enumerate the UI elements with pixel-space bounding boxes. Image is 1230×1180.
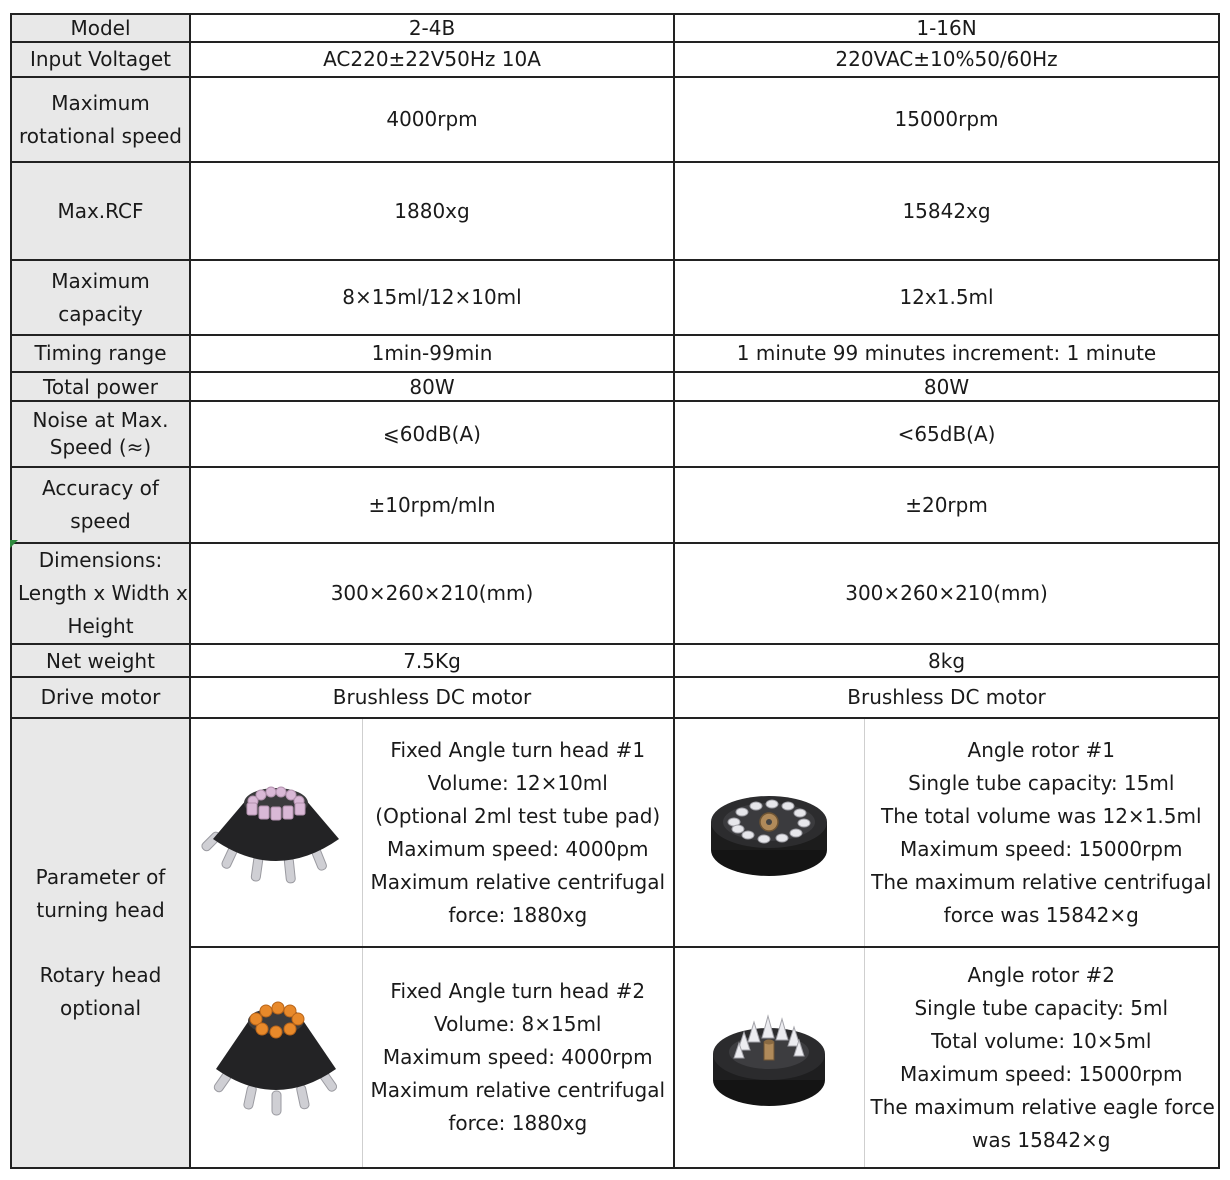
row-label — [11, 42, 190, 77]
table-row — [11, 77, 1219, 162]
rotor-spec-line: Volume: 12×10ml — [427, 770, 608, 795]
rotor-8-tube-orange-icon — [206, 993, 346, 1123]
table-row — [11, 42, 1219, 77]
model-2-value: Brushless DC motor — [674, 677, 1219, 718]
rotor-label-line: Parameter of — [35, 865, 166, 889]
rotor-image-cell — [190, 718, 362, 947]
table-row — [11, 401, 1219, 467]
rotor-spec-line: Maximum speed: 15000rpm — [900, 836, 1183, 861]
table-row — [11, 260, 1219, 335]
model-2-name: 1-16N — [674, 14, 1219, 42]
model-header-label: Model — [11, 14, 190, 42]
rotor-spec-line: Angle rotor #2 — [967, 962, 1115, 987]
rotor-spec-line: Maximum speed: 15000rpm — [900, 1061, 1183, 1086]
row-label-line: Total power — [43, 374, 158, 399]
row-label — [11, 401, 190, 467]
rotor-spec-line: (Optional 2ml test tube pad) — [375, 803, 661, 828]
model-1-value: Brushless DC motor — [190, 677, 674, 718]
rotor-spec-line: Fixed Angle turn head #1 — [390, 737, 646, 762]
model-2-value: 8kg — [674, 644, 1219, 677]
angle-rotor-10-place-icon — [704, 998, 834, 1118]
rotor-label-line: Rotary head — [39, 963, 162, 987]
rotor-section-label — [11, 718, 190, 1168]
model-2-value: ±20rpm — [674, 467, 1219, 543]
row-label — [11, 644, 190, 677]
row-label — [11, 543, 190, 644]
table-row — [11, 677, 1219, 718]
rotor-spec-line: The maximum relative centrifugal — [871, 869, 1212, 894]
row-label — [11, 260, 190, 335]
row-label-line: Timing range — [34, 341, 167, 365]
model-2-value: 1 minute 99 minutes increment: 1 minute — [674, 335, 1219, 372]
row-label-line: rotational speed — [18, 123, 183, 148]
rotor-spec-line: Maximum speed: 4000rpm — [382, 1045, 653, 1069]
row-label-line: Accuracy of — [42, 476, 159, 500]
model-2-value: 220VAC±10%50/60Hz — [674, 42, 1219, 77]
model-1-value: 80W — [190, 372, 674, 401]
row-label-line: Maximum — [51, 90, 150, 115]
rotor-spec-line: Maximum relative centrifugal — [370, 869, 666, 894]
table-row — [11, 372, 1219, 401]
model-2-value: 80W — [674, 372, 1219, 401]
row-label-line: capacity — [58, 301, 143, 326]
row-label-line: Drive motor — [40, 685, 161, 709]
rotor-label-line: turning head — [36, 898, 165, 922]
table-header-row — [11, 14, 1219, 42]
rotor-spec-line: Angle rotor #1 — [967, 737, 1115, 762]
row-label — [11, 372, 190, 401]
row-label-line: Speed (≈) — [49, 435, 152, 459]
model-2-value: 300×260×210(mm) — [674, 543, 1219, 644]
row-label — [11, 77, 190, 162]
rotor-spec-line: Maximum relative centrifugal — [370, 1078, 666, 1102]
model-2-value: 12x1.5ml — [674, 260, 1219, 335]
row-label — [11, 162, 190, 260]
rotor-row-2 — [11, 947, 1219, 1168]
rotor-image-cell — [674, 947, 864, 1168]
rotor-spec-line: Single tube capacity: 15ml — [908, 770, 1175, 795]
model-2-value: <65dB(A) — [674, 401, 1219, 467]
rotor-spec-line: The total volume was 12×1.5ml — [881, 803, 1202, 828]
table-row — [11, 467, 1219, 543]
table-row — [11, 543, 1219, 644]
table-row — [11, 335, 1219, 372]
rotor-image-cell — [190, 947, 362, 1168]
row-label-line: Net weight — [46, 648, 155, 673]
row-label-line: Length x Width x — [18, 581, 188, 605]
model-1-value: 1min-99min — [190, 335, 674, 372]
model-1-value: 300×260×210(mm) — [190, 543, 674, 644]
rotor-spec-line: The maximum relative eagle force — [870, 1094, 1215, 1119]
row-label-line: Height — [67, 614, 134, 638]
model-1-value: 7.5Kg — [190, 644, 674, 677]
row-label-line: Input Voltaget — [29, 47, 171, 71]
rotor-description — [864, 947, 1219, 1168]
row-label-line: Noise at Max. — [32, 408, 169, 432]
rotor-spec-line: Volume: 8×15ml — [434, 1012, 602, 1036]
rotor-spec-line: force: 1880xg — [448, 902, 588, 927]
rotor-label-line: optional — [59, 996, 142, 1020]
rotor-spec-line: was 15842×g — [972, 1127, 1111, 1152]
model-1-value: 8×15ml/12×10ml — [190, 260, 674, 335]
rotor-spec-line: Fixed Angle turn head #2 — [390, 979, 646, 1003]
model-1-value: ±10rpm/mln — [190, 467, 674, 543]
rotor-spec-line: force was 15842×g — [943, 902, 1139, 927]
model-1-value: ⩽60dB(A) — [190, 401, 674, 467]
spec-table — [10, 13, 1220, 1169]
rotor-description — [864, 718, 1219, 947]
model-2-value: 15842xg — [674, 162, 1219, 260]
rotor-spec-line: Total volume: 10×5ml — [931, 1028, 1152, 1053]
rotor-spec-line: Maximum speed: 4000pm — [387, 836, 649, 861]
rotor-row-1 — [11, 718, 1219, 947]
table-row — [11, 162, 1219, 260]
rotor-image-cell — [674, 718, 864, 947]
rotor-spec-line: Single tube capacity: 5ml — [914, 995, 1169, 1020]
cell-comment-marker — [10, 540, 18, 548]
row-label — [11, 467, 190, 543]
row-label-line: Maximum — [51, 268, 150, 293]
model-1-value: AC220±22V50Hz 10A — [190, 42, 674, 77]
model-1-name: 2-4B — [190, 14, 674, 42]
rotor-spec-line: force: 1880xg — [448, 1111, 588, 1135]
row-label-line: Dimensions: — [38, 548, 163, 572]
row-label — [11, 677, 190, 718]
angle-rotor-12-place-icon — [704, 778, 834, 888]
row-label-line: Max.RCF — [57, 198, 144, 223]
rotor-description — [362, 947, 674, 1168]
rotor-12-tube-pink-icon — [201, 773, 351, 893]
row-label — [11, 335, 190, 372]
rotor-description — [362, 718, 674, 947]
model-2-value: 15000rpm — [674, 77, 1219, 162]
row-label-line: speed — [70, 509, 131, 533]
model-1-value: 4000rpm — [190, 77, 674, 162]
model-1-value: 1880xg — [190, 162, 674, 260]
table-row — [11, 644, 1219, 677]
